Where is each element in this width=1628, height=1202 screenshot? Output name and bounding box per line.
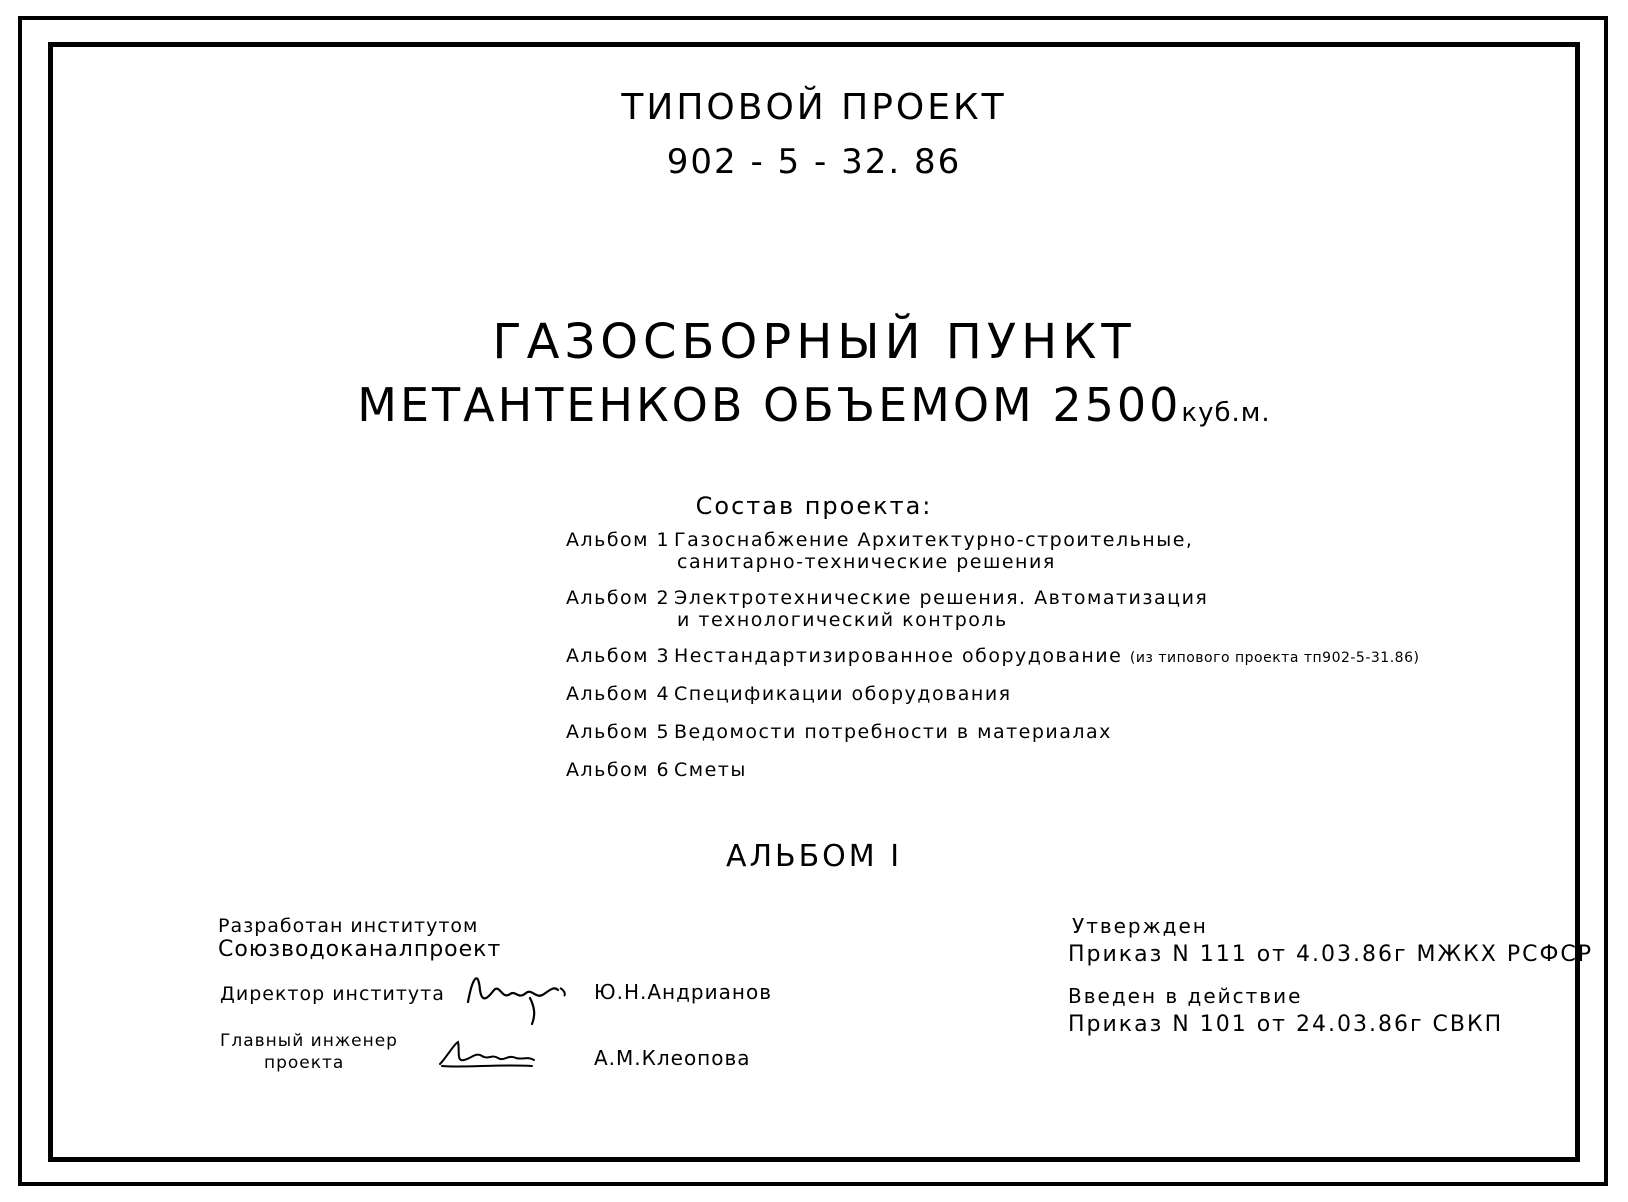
enacted-order: Приказ N 101 от 24.03.86г СВКП <box>1068 1012 1504 1037</box>
approved-label: Утвержден <box>1072 914 1208 938</box>
album-label: Альбом 5 <box>566 721 671 743</box>
chief-engineer-label-1: Главный инженер <box>220 1031 398 1051</box>
album-continuation: и технологический контроль <box>677 608 1008 631</box>
chief-engineer-signature <box>436 1030 548 1076</box>
album-continuation: санитарно-технические решения <box>677 550 1056 573</box>
developer-institute: Союзводоканалпроект <box>218 937 502 962</box>
album-note: (из типового проекта тп902-5-31.86) <box>1129 650 1420 666</box>
album-label: Альбом 1 <box>566 529 671 551</box>
album-item-5 <box>566 722 1112 744</box>
album-item-1 <box>566 530 1193 574</box>
approved-order: Приказ N 111 от 4.03.86г МЖКХ РСФСР <box>1068 942 1594 967</box>
title-line-2-main: МЕТАНТЕНКОВ ОБЪЕМОМ 2500 <box>357 378 1182 432</box>
title-line-1: ГАЗОСБОРНЫЙ ПУНКТ <box>492 314 1136 370</box>
chief-engineer-name: А.М.Клеопова <box>594 1046 751 1070</box>
album-text: Нестандартизированное оборудование <box>674 645 1123 667</box>
project-type-heading: ТИПОВОЙ ПРОЕКТ <box>621 87 1007 128</box>
album-item-3 <box>566 646 1419 668</box>
contents-heading: Состав проекта: <box>695 492 933 520</box>
album-item-6 <box>566 760 747 782</box>
current-album: АЛЬБОМ I <box>725 839 903 874</box>
album-item-4 <box>566 684 1012 706</box>
album-text: Сметы <box>674 759 747 781</box>
developer-line-1: Разработан институтом <box>218 915 479 937</box>
album-label: Альбом 4 <box>566 683 671 705</box>
album-text: Электротехнические решения. Автоматизация <box>674 587 1209 609</box>
chief-engineer-label-2: проекта <box>264 1053 345 1073</box>
album-label: Альбом 6 <box>566 759 671 781</box>
project-number: 902 - 5 - 32. 86 <box>666 142 962 182</box>
title-unit: куб.м. <box>1181 398 1271 428</box>
album-text: Ведомости потребности в материалах <box>674 721 1112 743</box>
album-label: Альбом 2 <box>566 587 671 609</box>
title-line-2 <box>0 378 1628 432</box>
album-item-2 <box>566 588 1208 632</box>
enacted-label: Введен в действие <box>1068 984 1303 1008</box>
director-signature <box>460 960 580 1030</box>
director-name: Ю.Н.Андрианов <box>594 980 772 1004</box>
album-text: Спецификации оборудования <box>674 683 1012 705</box>
album-label: Альбом 3 <box>566 645 671 667</box>
director-label: Директор института <box>220 983 445 1005</box>
album-text: Газоснабжение Архитектурно-строительные, <box>674 529 1194 551</box>
